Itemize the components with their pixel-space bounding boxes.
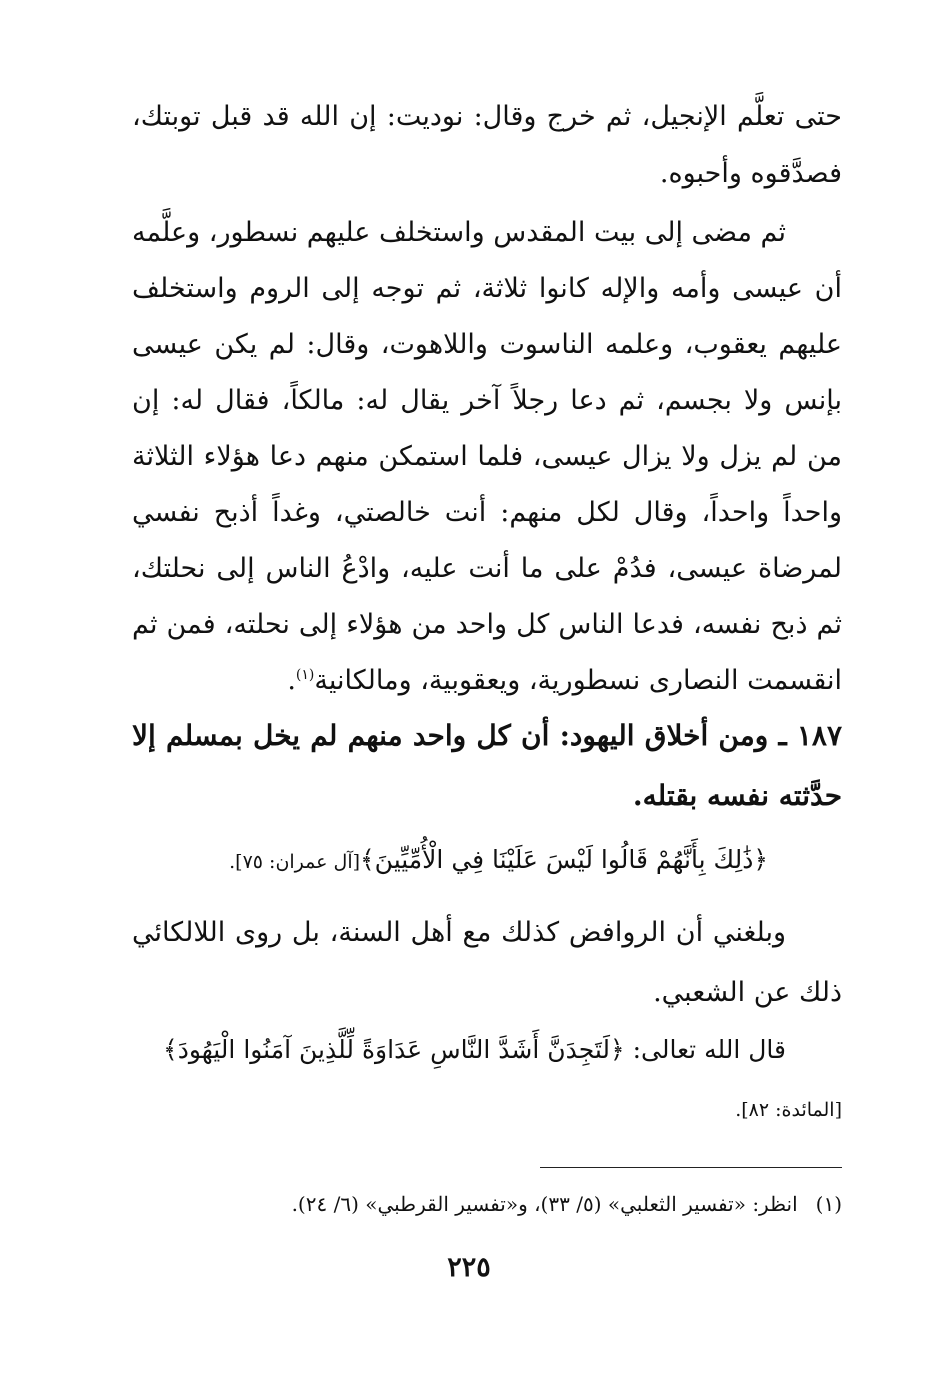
quran-verse-line <box>132 838 842 884</box>
paragraph-rawafid: وبلغني أن الروافض كذلك مع أهل السنة، بل روى اللالكائي ذلك عن الشعبي. <box>132 917 842 1008</box>
paragraph-text: ثم مضى إلى بيت المقدس واستخلف عليهم نسطور، وعلَّمه أن عيسى وأمه والإله كانوا ثلاثة، ثم توجه إلى الروم واستخلف عليهم يعقوب، وعلمه الناسوت واللاهوت، وقال: لم يكن عيسى بإنس ولا بجسم، ثم دعا رجلاً آخر يقال له: مالكاً، فقال له: إن من لم يزل ولا يزال عيسى، فلما استمكن منهم دعا هؤلاء الثلاثة واحداً واحداً، وقال لكل منهم: أنت خالصتي، وغداً أذبح نفسي لمرضاة عيسى، فدُمْ على ما أنت عليه، وادْعُ الناس إلى نحلتك، ثم ذبح نفسه، فدعا الناس كل واحد من هؤلاء إلى نحلته، فمن ثم انقسمت النصارى نسطورية، ويعقوبية، ومالكانية <box>132 217 842 696</box>
quran-verse: ﴿لَتَجِدَنَّ أَشَدَّ النَّاسِ عَدَاوَةً لِّلَّذِينَ آمَنُوا الْيَهُودَ﴾ <box>163 1035 625 1064</box>
paragraph-continuation: حتى تعلَّم الإنجيل، ثم خرج وقال: نوديت: إن الله قد قبل توبتك، فصدَّقوه وأحبوه. <box>132 101 842 189</box>
paragraph-end: . <box>287 665 296 696</box>
quote-lead: قال الله تعالى: <box>632 1035 786 1064</box>
section-heading: ١٨٧ ـ ومن أخلاق اليهود: أن كل واحد منهم لم يخل بمسلم إلا حدَّثته نفسه بقتله. <box>132 719 842 812</box>
paragraph-quran-quote <box>132 1020 842 1080</box>
footnote-text: انظر: «تفسير الثعلبي» (٥/ ٣٣)، و«تفسير القرطبي» (٦/ ٢٤). <box>291 1192 798 1216</box>
verse-reference: [المائدة: ٨٢]. <box>735 1099 842 1121</box>
footnote-marker[interactable]: (١) <box>295 667 315 683</box>
paragraph-nestorius <box>132 205 842 709</box>
page-number: ٢٢٥ <box>447 1252 491 1283</box>
footnote <box>132 1185 842 1223</box>
verse-reference: [آل عمران: ٧٥]. <box>229 851 361 873</box>
quran-verse: ﴿ذَٰلِكَ بِأَنَّهُمْ قَالُوا لَيْسَ عَلَيْنَا فِي الْأُمِّيِّينَ﴾ <box>360 845 768 874</box>
footnote-separator <box>540 1167 842 1168</box>
footnote-number: (١) <box>815 1192 842 1216</box>
